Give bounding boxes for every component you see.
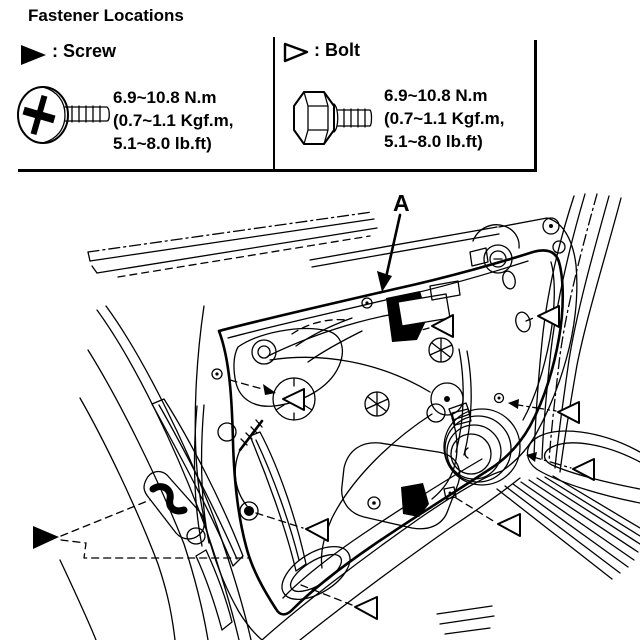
label-a: A (393, 190, 410, 216)
bolt-label: : Bolt (314, 40, 360, 60)
body-right-lines (437, 194, 640, 634)
screw-label: : Screw (52, 41, 117, 61)
label-a-callout (377, 190, 410, 292)
access-hole-bolt-marker (212, 369, 315, 420)
bolt-markers (256, 306, 594, 619)
regulator-rails-cables (235, 309, 471, 571)
screw-marker (33, 500, 248, 558)
bolt-torque: 6.9~10.8 N.m (0.7~1.1 Kgf.m, 5.1~8.0 lb.ft) (384, 86, 505, 151)
page-title: Fastener Locations (28, 6, 184, 25)
body-left-lines (60, 306, 346, 640)
screw-torque: 6.9~10.8 N.m (0.7~1.1 Kgf.m, 5.1~8.0 lb.ft) (113, 88, 234, 153)
window-slot (88, 212, 377, 277)
